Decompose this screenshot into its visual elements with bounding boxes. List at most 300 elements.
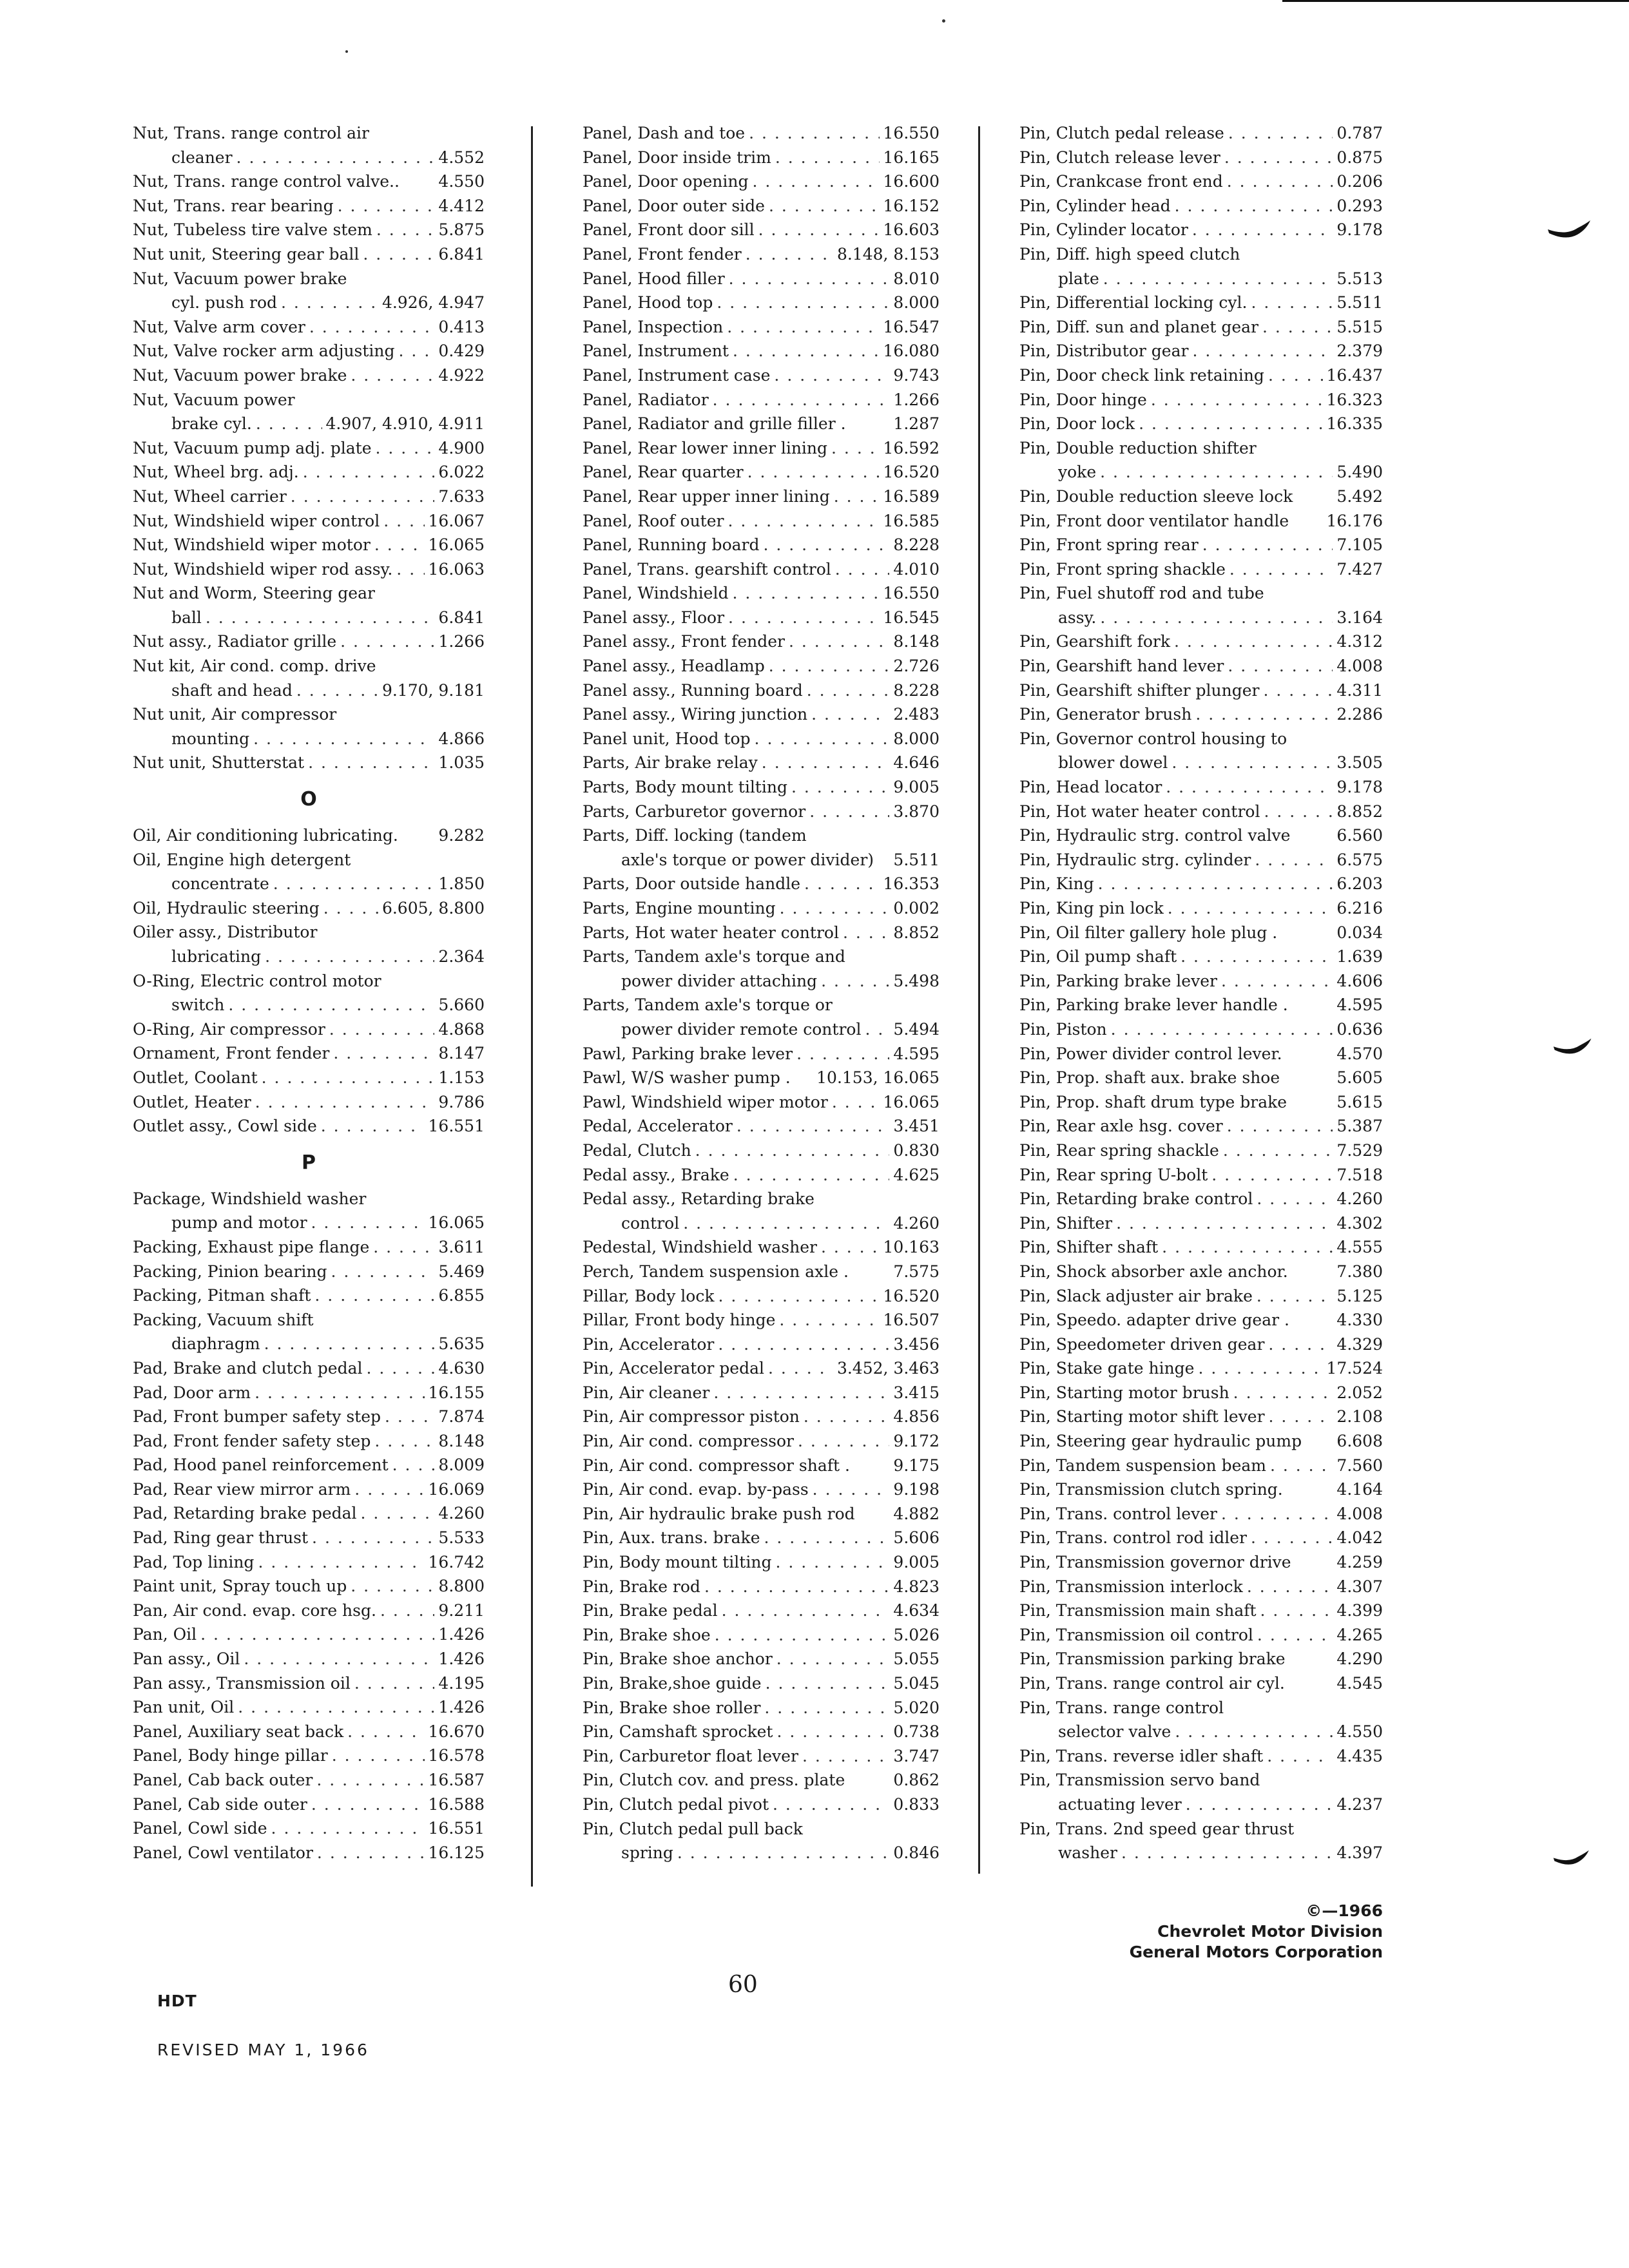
index-entry — [133, 1211, 485, 1235]
leader-dots — [1233, 1381, 1333, 1405]
index-entry — [1019, 678, 1383, 703]
index-entry — [583, 1526, 940, 1550]
index-entry — [583, 460, 940, 485]
leader-dots — [351, 363, 434, 388]
index-entry — [133, 1429, 485, 1454]
leader-dots — [291, 485, 435, 509]
leader-dots — [774, 363, 889, 388]
index-entry — [133, 823, 485, 848]
index-entry — [133, 1550, 485, 1575]
index-entry — [1019, 727, 1383, 751]
entry-page-ref: 16.063 — [428, 559, 485, 579]
leader-dots — [1257, 1623, 1333, 1648]
leader-dots — [809, 800, 889, 824]
index-entry — [1019, 1696, 1383, 1720]
entry-page-ref: 0.738 — [893, 1722, 940, 1742]
leader-dots — [303, 460, 435, 485]
index-entry — [1019, 1792, 1383, 1817]
leader-dots — [206, 606, 435, 630]
entry-text: Pillar, Body lock — [583, 1286, 715, 1305]
entry-text: Pin, Air cond. compressor — [583, 1432, 794, 1451]
entry-text: Panel, Trans. gearshift control — [583, 559, 831, 579]
entry-text: Panel, Hood top — [583, 293, 713, 312]
entry-page-ref: 5.515 — [1336, 317, 1383, 336]
leader-dots — [1202, 533, 1333, 557]
index-entry — [133, 1017, 485, 1042]
entry-page-ref: 6.608 — [1336, 1432, 1383, 1451]
index-entry — [1019, 1284, 1383, 1309]
index-entry — [583, 969, 940, 994]
index-entry — [583, 1454, 940, 1478]
entry-text: Panel, Body hinge pillar — [133, 1746, 328, 1765]
index-entry — [1019, 1042, 1383, 1066]
leader-dots — [373, 1235, 434, 1260]
entry-text: Pin, Trans. control lever — [1019, 1504, 1217, 1523]
index-entry — [1019, 1235, 1383, 1260]
entry-page-ref: 5.511 — [893, 850, 940, 869]
leader-dots — [265, 945, 434, 969]
entry-page-ref: 4.866 — [438, 729, 485, 748]
index-entry — [1019, 460, 1383, 485]
index-entry — [583, 1720, 940, 1744]
entry-text: Pad, Brake and clutch pedal — [133, 1358, 363, 1378]
binder-hole-mark — [1549, 1849, 1594, 1869]
index-entry — [583, 267, 940, 291]
index-entry — [1019, 1163, 1383, 1187]
index-entry — [583, 291, 940, 315]
entry-page-ref: 4.625 — [893, 1165, 940, 1184]
entry-page-ref: 16.603 — [883, 220, 940, 240]
entry-page-ref: 4.311 — [1336, 680, 1383, 700]
index-entry — [133, 1720, 485, 1744]
entry-page-ref: 4.856 — [893, 1407, 940, 1427]
index-entry — [583, 775, 940, 800]
entry-page-ref: 1.287 — [893, 414, 940, 434]
leader-dots — [1268, 1332, 1333, 1357]
index-entry — [133, 1187, 485, 1211]
entry-text: Pin, Distributor gear — [1019, 341, 1189, 361]
entry-text: Packing, Pitman shaft — [133, 1286, 311, 1305]
index-entry — [583, 121, 940, 146]
leader-dots — [1251, 291, 1333, 315]
entry-text: Parts, Air brake relay — [583, 753, 758, 773]
scan-speck — [942, 19, 945, 23]
leader-dots — [1171, 751, 1333, 775]
entry-page-ref: 9.005 — [893, 1553, 940, 1572]
index-entry — [583, 1211, 940, 1236]
entry-page-ref: 4.397 — [1336, 1843, 1383, 1863]
entry-text: Pin, Diff. sun and planet gear — [1019, 317, 1258, 336]
entry-text: Pin, King pin lock — [1019, 899, 1164, 918]
index-entry — [1019, 581, 1383, 606]
entry-page-ref: 16.578 — [428, 1746, 485, 1765]
entry-text: Parts, Hot water heater control — [583, 923, 839, 942]
index-entry — [1019, 1671, 1383, 1696]
entry-text: Nut unit, Steering gear ball — [133, 244, 360, 264]
leader-dots — [262, 1066, 435, 1090]
entry-page-ref: 1.639 — [1336, 947, 1383, 966]
index-entry — [583, 1114, 940, 1139]
index-entry — [1019, 169, 1383, 194]
entry-page-ref: 6.560 — [1336, 826, 1383, 845]
index-entry — [1019, 945, 1383, 969]
corporation-name: General Motors Corporation — [1129, 1943, 1383, 1961]
leader-dots — [1174, 629, 1333, 654]
entry-page-ref: 4.595 — [1336, 995, 1383, 1015]
index-column-2 — [583, 121, 940, 1865]
entry-page-ref: 4.900 — [438, 438, 485, 457]
leader-dots — [1175, 194, 1333, 218]
leader-dots — [834, 485, 880, 509]
index-entry — [133, 388, 485, 412]
entry-page-ref: 4.646 — [893, 753, 940, 773]
entry-text: Pedal, Clutch — [583, 1140, 691, 1160]
leader-dots — [1186, 1792, 1333, 1817]
entry-page-ref: 7.575 — [893, 1262, 940, 1281]
index-entry — [133, 436, 485, 461]
index-entry — [1019, 315, 1383, 340]
leader-dots — [331, 1260, 435, 1284]
scan-speck — [345, 50, 348, 53]
leader-dots — [1263, 678, 1333, 703]
entry-text: Parts, Door outside handle — [583, 874, 801, 894]
entry-text: Pin, Air compressor piston — [583, 1407, 800, 1427]
entry-page-ref: 5.490 — [1336, 463, 1383, 482]
entry-text: assy. — [1058, 608, 1097, 627]
entry-page-ref: 0.830 — [893, 1140, 940, 1160]
entry-page-ref: 17.524 — [1326, 1359, 1383, 1378]
leader-dots — [727, 315, 879, 340]
entry-text: Pin, Hydraulic strg. cylinder — [1019, 850, 1251, 869]
entry-text: Pan, Air cond. evap. core hsg. — [133, 1600, 376, 1620]
entry-page-ref: 3.164 — [1336, 608, 1383, 627]
entry-text: Oiler assy., Distributor — [133, 923, 318, 942]
index-entry — [1019, 388, 1383, 412]
entry-text: Oil, Engine high detergent — [133, 850, 351, 869]
index-entry — [583, 1647, 940, 1671]
top-edge-line — [1282, 0, 1629, 2]
entry-page-ref: 7.518 — [1336, 1165, 1383, 1184]
index-entry — [133, 1671, 485, 1696]
entry-page-ref: 4.545 — [1336, 1674, 1383, 1693]
entry-text: Pan assy., Oil — [133, 1649, 240, 1669]
entry-page-ref: 4.164 — [1336, 1480, 1383, 1499]
leader-dots — [1168, 896, 1333, 921]
index-entry — [133, 1574, 485, 1599]
index-entry — [583, 1284, 940, 1309]
index-entry — [1019, 921, 1383, 945]
index-entry — [133, 1041, 485, 1066]
entry-page-ref: 6.203 — [1336, 874, 1383, 894]
entry-page-ref: 5.513 — [1336, 269, 1383, 288]
leader-dots — [695, 1139, 890, 1163]
leader-dots — [273, 872, 435, 896]
index-entry — [1019, 291, 1383, 315]
leader-dots — [1211, 1163, 1333, 1187]
index-entry — [583, 1356, 940, 1381]
leader-dots — [347, 1720, 424, 1744]
entry-text: Panel, Rear quarter — [583, 463, 744, 482]
leader-dots — [798, 1429, 889, 1454]
index-entry — [133, 1768, 485, 1792]
leader-dots — [1262, 315, 1333, 340]
index-entry — [133, 993, 485, 1017]
index-entry — [583, 848, 940, 872]
index-entry — [583, 1817, 940, 1841]
entry-text: shaft and head — [171, 680, 293, 700]
index-entry — [583, 533, 940, 557]
index-entry — [1019, 218, 1383, 242]
leader-dots — [821, 969, 889, 994]
entry-page-ref: 8.148 — [893, 632, 940, 651]
entry-page-ref: 9.786 — [438, 1092, 485, 1111]
leader-dots — [363, 242, 434, 267]
entry-page-ref: 4.570 — [1336, 1044, 1383, 1063]
index-entry — [583, 509, 940, 533]
entry-page-ref: 2.726 — [893, 657, 940, 676]
index-entry — [583, 1671, 940, 1696]
leader-dots — [376, 436, 435, 461]
entry-text: cyl. push rod — [171, 293, 278, 312]
index-entry — [583, 315, 940, 340]
leader-dots — [1255, 848, 1333, 872]
entry-page-ref: 4.260 — [893, 1213, 940, 1233]
entry-page-ref: 4.307 — [1336, 1577, 1383, 1596]
entry-page-ref: 16.551 — [428, 1117, 485, 1136]
entry-text: Outlet, Heater — [133, 1092, 251, 1111]
entry-text: Pin, Clutch cov. and press. plate — [583, 1771, 845, 1790]
index-entry — [133, 872, 485, 896]
leader-dots — [374, 533, 425, 557]
index-entry — [133, 1235, 485, 1260]
entry-page-ref: 16.080 — [883, 341, 940, 361]
leader-dots — [1223, 1139, 1333, 1163]
entry-text: Panel, Instrument — [583, 341, 729, 361]
index-entry — [133, 1332, 485, 1356]
entry-text: Oil, Hydraulic steering — [133, 898, 320, 918]
entry-page-ref: 3.870 — [893, 802, 940, 821]
entry-text: Pan, Oil — [133, 1625, 197, 1644]
entry-page-ref: 4.634 — [893, 1601, 940, 1620]
entry-text: Pad, Front fender safety step — [133, 1431, 371, 1450]
entry-page-ref: 16.585 — [883, 511, 940, 530]
leader-dots — [768, 1356, 833, 1381]
index-entry — [133, 194, 485, 218]
index-entry — [133, 460, 485, 485]
leader-dots — [1195, 702, 1333, 727]
leader-dots — [1228, 654, 1333, 678]
entry-text: Pedal, Accelerator — [583, 1117, 733, 1136]
leader-dots — [755, 727, 890, 751]
index-entry — [133, 1090, 485, 1115]
entry-text: axle's torque or power divider) — [621, 850, 874, 869]
revision-date: REVISED MAY 1, 1966 — [157, 2041, 369, 2059]
entry-text: Pawl, Windshield wiper motor — [583, 1092, 828, 1111]
leader-dots — [747, 460, 880, 485]
leader-dots — [769, 194, 880, 218]
leader-dots — [255, 1381, 424, 1405]
entry-text: Pillar, Front body hinge — [583, 1311, 776, 1330]
entry-page-ref: 4.606 — [1336, 971, 1383, 990]
index-entry — [1019, 509, 1383, 533]
division-name: Chevrolet Motor Division — [1157, 1922, 1383, 1941]
entry-text: Pin, Door lock — [1019, 414, 1135, 434]
entry-page-ref: 5.660 — [438, 995, 485, 1015]
index-entry — [583, 1429, 940, 1454]
index-entry — [133, 1356, 485, 1381]
entry-text: Pin, Clutch pedal release — [1019, 124, 1224, 142]
index-entry — [133, 1477, 485, 1502]
index-entry — [583, 1163, 940, 1187]
leader-dots — [1139, 412, 1322, 436]
index-entry — [583, 194, 940, 218]
entry-page-ref: 4.237 — [1336, 1794, 1383, 1814]
leader-dots — [256, 412, 322, 436]
entry-text: Pin, Head locator — [1019, 778, 1162, 797]
entry-page-ref: 5.387 — [1336, 1117, 1383, 1136]
entry-page-ref: 16.437 — [1326, 365, 1383, 385]
entry-text: Panel, Front door sill — [583, 220, 755, 240]
entry-text: Pawl, W/S washer pump . — [583, 1068, 791, 1088]
index-entry — [133, 678, 485, 703]
entry-text: Pin, Cylinder head — [1019, 196, 1171, 215]
index-entry — [1019, 1454, 1383, 1478]
section-letter: P — [302, 1151, 316, 1174]
document-code: HDT — [157, 1992, 197, 2010]
entry-page-ref: 5.494 — [893, 1019, 940, 1039]
entry-page-ref: 4.550 — [438, 172, 485, 191]
entry-text: power divider attaching — [621, 971, 818, 990]
entry-page-ref: 9.743 — [893, 365, 940, 385]
entry-page-ref: 9.211 — [438, 1600, 485, 1620]
index-entry — [583, 896, 940, 921]
leader-dots — [737, 1114, 890, 1139]
entry-text: lubricating — [171, 947, 262, 966]
leader-dots — [791, 775, 889, 800]
index-entry — [583, 1405, 940, 1429]
entry-page-ref: 9.170, 9.181 — [381, 680, 485, 700]
index-entry — [1019, 1768, 1383, 1792]
index-entry — [133, 1622, 485, 1647]
index-entry — [133, 485, 485, 509]
index-entry — [133, 702, 485, 727]
entry-page-ref: 5.533 — [438, 1528, 485, 1548]
entry-page-ref: 5.045 — [893, 1674, 940, 1693]
leader-dots — [1268, 363, 1323, 388]
leader-dots — [338, 194, 435, 218]
leader-dots — [717, 291, 889, 315]
leader-dots — [1269, 1405, 1333, 1429]
index-entry — [1019, 1356, 1383, 1381]
index-entry — [583, 339, 940, 363]
entry-text: Pin, Aux. trans. brake — [583, 1528, 760, 1548]
entry-text: pump and motor — [171, 1213, 307, 1233]
index-entry — [1019, 993, 1383, 1017]
entry-text: Nut, Trans. rear bearing — [133, 196, 334, 215]
leader-dots — [385, 1405, 434, 1429]
entry-text: Pin, Door check link retaining — [1019, 365, 1264, 385]
index-entry — [133, 315, 485, 340]
entry-text: Pin, Trans. 2nd speed gear thrust — [1019, 1819, 1295, 1838]
leader-dots — [1100, 460, 1333, 485]
leader-dots — [718, 1284, 880, 1309]
entry-text: Pawl, Parking brake lever — [583, 1044, 793, 1063]
entry-page-ref: 16.069 — [428, 1479, 485, 1499]
entry-text: Pin, Air hydraulic brake push rod — [583, 1504, 855, 1523]
leader-dots — [1251, 1526, 1333, 1550]
leader-dots — [746, 242, 833, 267]
column-divider — [531, 126, 533, 1887]
index-entry — [583, 485, 940, 509]
leader-dots — [677, 1841, 890, 1865]
leader-dots — [329, 1017, 435, 1042]
entry-text: Pin, Air cleaner — [583, 1383, 710, 1402]
index-entry — [583, 945, 940, 969]
index-entry — [1019, 1720, 1383, 1744]
leader-dots — [376, 218, 435, 242]
entry-page-ref: 0.862 — [893, 1771, 940, 1790]
entry-page-ref: 5.606 — [893, 1528, 940, 1548]
entry-text: Pin, Trans. reverse idler shaft — [1019, 1746, 1264, 1765]
entry-page-ref: 8.147 — [438, 1044, 485, 1063]
entry-page-ref: 4.555 — [1336, 1238, 1383, 1257]
leader-dots — [718, 1332, 889, 1357]
leader-dots — [258, 1550, 424, 1575]
entry-page-ref: 5.026 — [893, 1625, 940, 1644]
entry-text: Panel, Cab back outer — [133, 1771, 313, 1789]
index-entry — [1019, 896, 1383, 921]
entry-text: Pin, Accelerator pedal — [583, 1359, 765, 1378]
entry-text: Panel, Radiator — [583, 390, 709, 409]
entry-text: Pin, Rear spring U-bolt — [1019, 1165, 1208, 1184]
copyright-year: ©—1966 — [1306, 1901, 1383, 1920]
entry-text: Panel, Running board — [583, 535, 760, 555]
leader-dots — [764, 1526, 890, 1550]
index-entry — [1019, 1114, 1383, 1139]
leader-dots — [1166, 775, 1333, 800]
entry-page-ref: 9.282 — [438, 826, 485, 845]
entry-page-ref: 1.426 — [438, 1649, 485, 1669]
index-entry — [1019, 1405, 1383, 1429]
leader-dots — [253, 727, 434, 751]
entry-page-ref: 3.415 — [893, 1383, 940, 1402]
entry-page-ref: 8.009 — [438, 1456, 485, 1475]
entry-text: switch — [171, 995, 225, 1015]
index-entry — [1019, 1139, 1383, 1163]
leader-dots — [1151, 388, 1323, 412]
entry-text: Pin, Carburetor float lever — [583, 1746, 798, 1765]
entry-text: Pin, Trans. range control — [1019, 1698, 1224, 1717]
leader-dots — [764, 1696, 889, 1720]
entry-text: Pin, Brake shoe anchor — [583, 1649, 773, 1669]
entry-text: Nut, Windshield wiper rod assy. — [133, 559, 393, 579]
entry-text: mounting — [171, 729, 250, 748]
entry-page-ref: 5.511 — [1336, 293, 1383, 312]
entry-page-ref: 2.483 — [893, 705, 940, 724]
index-entry — [133, 1381, 485, 1405]
index-entry — [1019, 1526, 1383, 1550]
index-entry — [583, 678, 940, 703]
index-entry — [133, 969, 485, 994]
leader-dots — [773, 1792, 889, 1817]
entry-text: Packing, Pinion bearing — [133, 1262, 327, 1281]
entry-page-ref: 5.615 — [1336, 1092, 1383, 1111]
leader-dots — [244, 1647, 434, 1671]
leader-dots — [807, 678, 890, 703]
leader-dots — [323, 896, 378, 921]
entry-text: Pin, Parking brake lever — [1019, 971, 1217, 990]
entry-text: Panel assy., Wiring junction — [583, 705, 808, 724]
